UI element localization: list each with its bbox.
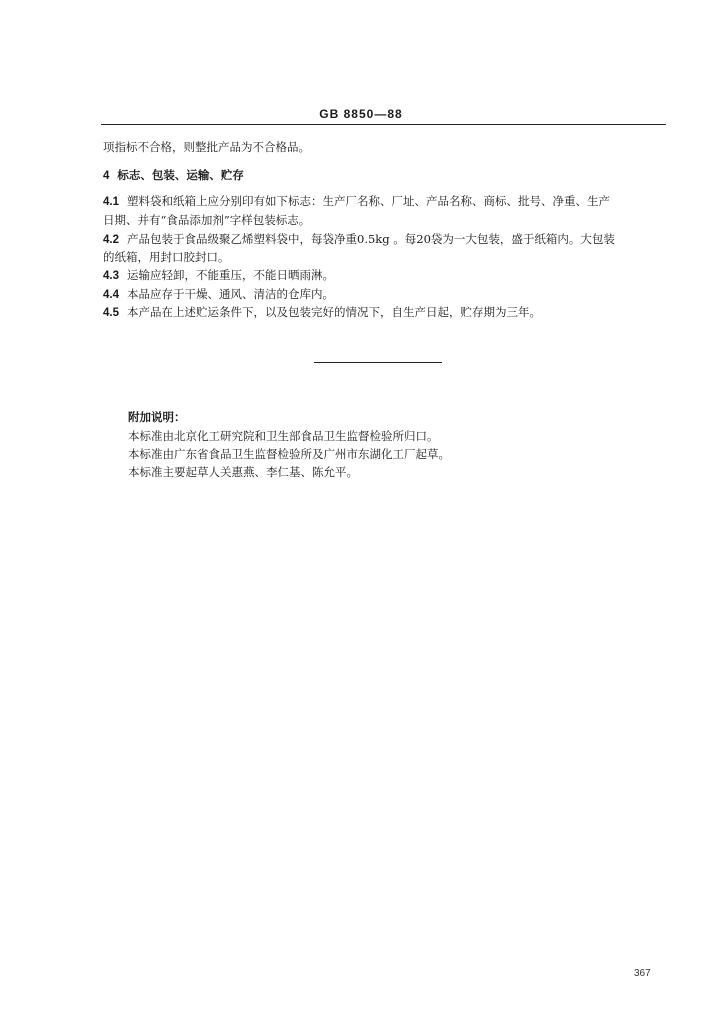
notes-line: 本标准主要起草人关惠燕、李仁基、陈允平。 [128, 465, 358, 479]
clause-text: 本产品在上述贮运条件下，以及包装完好的情况下，自生产日起，贮存期为三年。 [127, 305, 541, 319]
clause-number: 4.4 [103, 289, 119, 301]
section-end-rule [314, 362, 442, 363]
clause-text: 塑料袋和纸箱上应分别印有如下标志：生产厂名称、厂址、产品名称、商标、批号、净重、生产 [127, 194, 610, 208]
section-title: 标志、包装、运输、贮存 [117, 168, 244, 182]
continuation-text: 项指标不合格，则整批产品为不合格品。 [103, 140, 310, 154]
clause-number: 4.5 [103, 307, 119, 319]
clause-4-2 [103, 232, 615, 247]
clause-4-5 [103, 305, 541, 320]
notes-heading: 附加说明： [128, 410, 186, 424]
clause-number: 4.3 [103, 270, 119, 282]
header-rule [101, 124, 666, 125]
clause-4-2-continued: 的纸箱，用封口胶封口。 [103, 250, 230, 264]
clause-text: 运输应轻卸，不能重压，不能日晒雨淋。 [127, 268, 334, 282]
clause-4-1-continued: 日期、并有“食品添加剂”字样包装标志。 [103, 213, 311, 227]
clause-4-1 [103, 194, 610, 209]
notes-line: 本标准由广东省食品卫生监督检验所及广州市东湖化工厂起草。 [128, 447, 450, 461]
section-heading [103, 168, 244, 183]
clause-text: 产品包装于食品级聚乙烯塑料袋中，每袋净重0.5kg 。每20袋为一大包装，盛于纸箱内。大包装 [127, 232, 615, 246]
section-number: 4 [103, 170, 110, 182]
page-number: 367 [634, 968, 651, 979]
clause-4-4 [103, 287, 334, 302]
notes-line: 本标准由北京化工研究院和卫生部食品卫生监督检验所归口。 [128, 429, 439, 443]
clause-4-3 [103, 268, 334, 283]
clause-number: 4.1 [103, 196, 119, 208]
clause-number: 4.2 [103, 234, 119, 246]
clause-text: 本品应存于干燥、通风、清洁的仓库内。 [127, 287, 334, 301]
header-code: GB 8850—88 [319, 107, 403, 121]
